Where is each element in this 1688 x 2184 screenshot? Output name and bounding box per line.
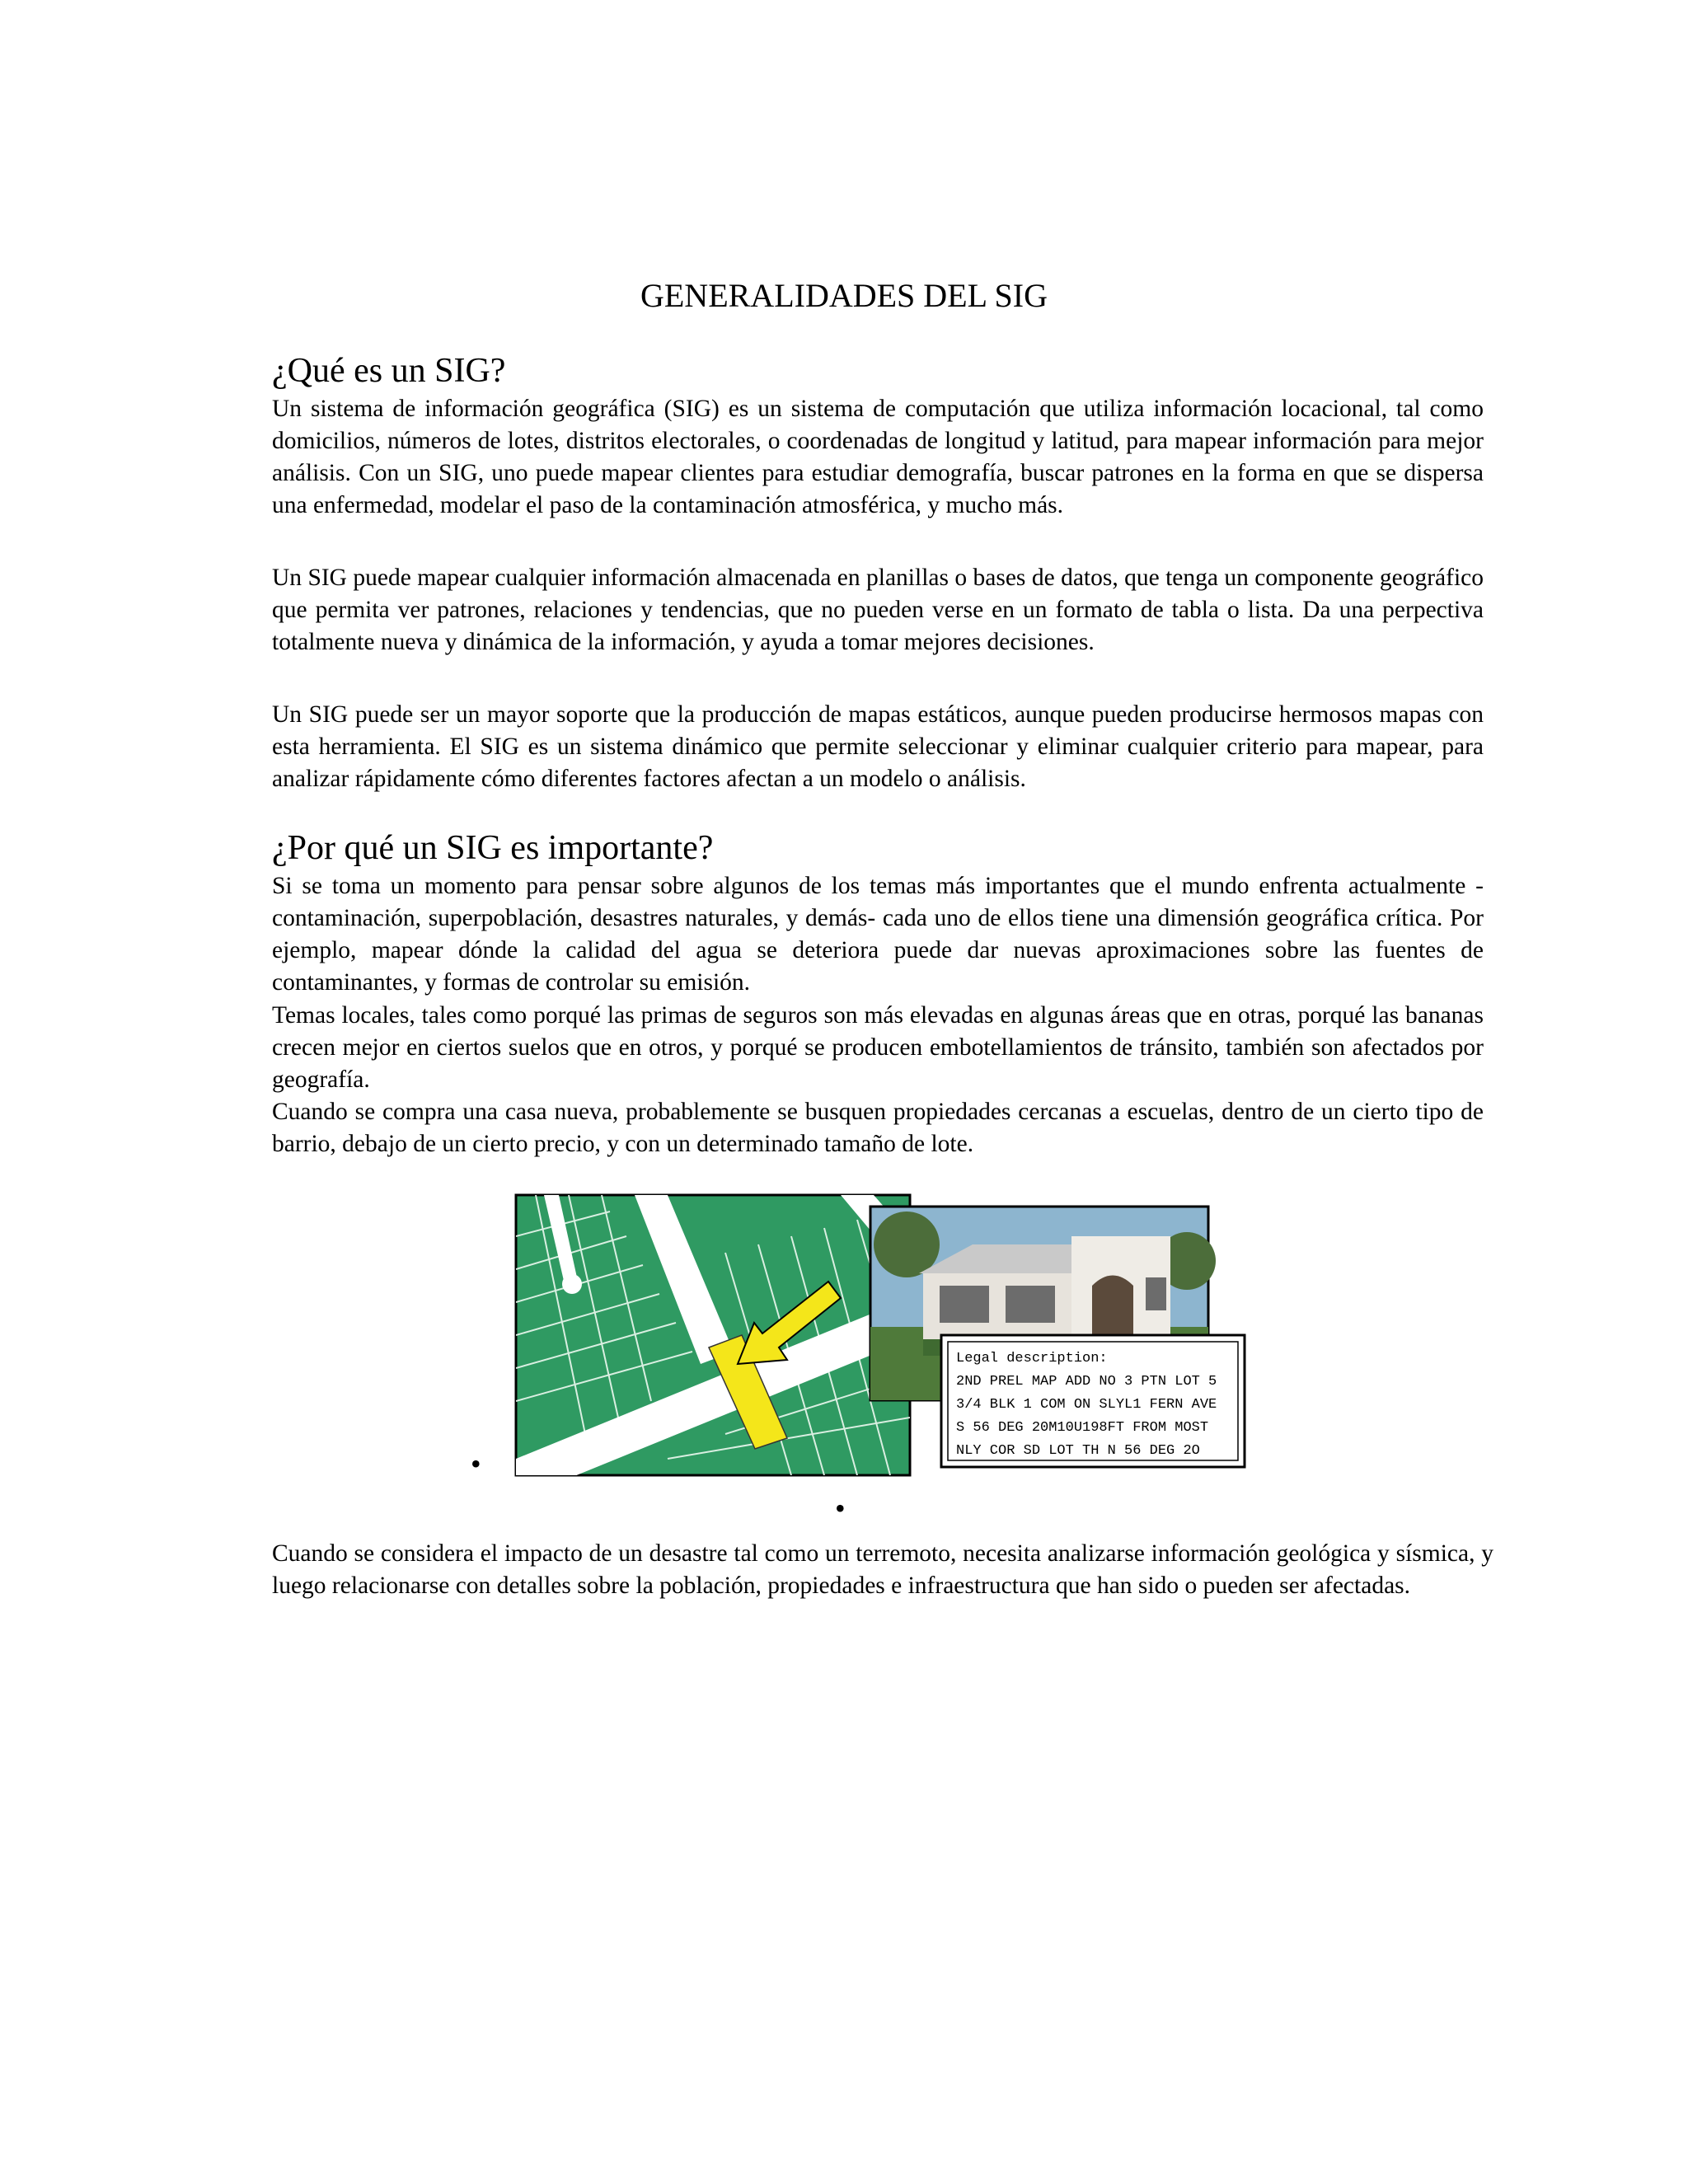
legal-line: S 56 DEG 20M10U198FT FROM MOST bbox=[956, 1420, 1209, 1436]
cul-de-sac bbox=[562, 1274, 582, 1294]
legal-line: 3/4 BLK 1 COM ON SLYL1 FERN AVE bbox=[956, 1397, 1217, 1413]
legal-line: 2ND PREL MAP ADD NO 3 PTN LOT 5 bbox=[956, 1374, 1217, 1390]
paragraph-5: Temas locales, tales como porqué las primas de seguros son más elevadas en algunas áreas que en otras, porqué las bananas crecen mejor en ciertos suelos que en otros, y porqué se producen embotellamientos de tránsito, también son afectados por geografía. bbox=[272, 1002, 1484, 1093]
bullet-marker: • bbox=[471, 1447, 481, 1480]
paragraph-6: Cuando se compra una casa nueva, probablemente se busquen propiedades cercanas a escuelas, dentro de un cierto tipo de barrio, debajo de un cierto precio, y con un determinado tamaño de lote. bbox=[272, 1099, 1484, 1157]
paragraph-3: Un SIG puede ser un mayor soporte que la producción de mapas estáticos, aunque pueden producirse hermosos mapas con esta herramienta. El SIG es un sistema dinámico que permite seleccionar y eliminar cualquier criterio para mapear, para analizar rápidamente cómo diferentes factores afectan a un modelo o análisis. bbox=[272, 701, 1484, 792]
legal-line: NLY COR SD LOT TH N 56 DEG 2O bbox=[956, 1443, 1200, 1459]
paragraph-closing: Cuando se considera el impacto de un desastre tal como un terremoto, necesita analizarse información geológica y sísmica, y luego relacionarse con detalles sobre la población, propiedades e infraestructura que han sido o pueden ser afectadas. bbox=[272, 1540, 1493, 1599]
paragraph-4: Si se toma un momento para pensar sobre algunos de los temas más importantes que el mundo enfrenta actualmente -contaminación, superpoblación, desastres naturales, y demás- cada uno de ellos tiene una dimensión geográfica crítica. Por ejemplo, mapear dónde la calidad del agua se deteriora puede dar nuevas aproximaciones sobre las fuentes de contaminantes, y formas de controlar su emisión. bbox=[272, 873, 1484, 996]
gis-parcel-figure bbox=[462, 1187, 1253, 1488]
paragraph-1: Un sistema de información geográfica (SIG) es un sistema de computación que utiliza información locacional, tal como domicilios, números de lotes, distritos electorales, o coordenadas de longitud y latitud, para mapear información para mejor análisis. Con un SIG, uno puede mapear clientes para estudiar demografía, buscar patrones en la forma en que se dispersa una enfermedad, modelar el paso de la contaminación atmosférica, y mucho más. bbox=[272, 396, 1484, 518]
paragraph-2: Un SIG puede mapear cualquier información almacenada en planillas o bases de datos, que tenga un componente geográfico que permita ver patrones, relaciones y tendencias, que no pueden verse en un formato de tabla o lista. Da una perpectiva totalmente nueva y dinámica de la información, y ayuda a tomar mejores decisiones. bbox=[272, 565, 1484, 655]
section-heading-por-que: ¿Por qué un SIG es importante? bbox=[272, 829, 714, 867]
legal-line: Legal description: bbox=[956, 1351, 1108, 1366]
bullet-marker: • bbox=[835, 1492, 846, 1525]
page-title: GENERALIDADES DEL SIG bbox=[640, 277, 1048, 314]
section-heading-que-es: ¿Qué es un SIG? bbox=[272, 352, 506, 390]
